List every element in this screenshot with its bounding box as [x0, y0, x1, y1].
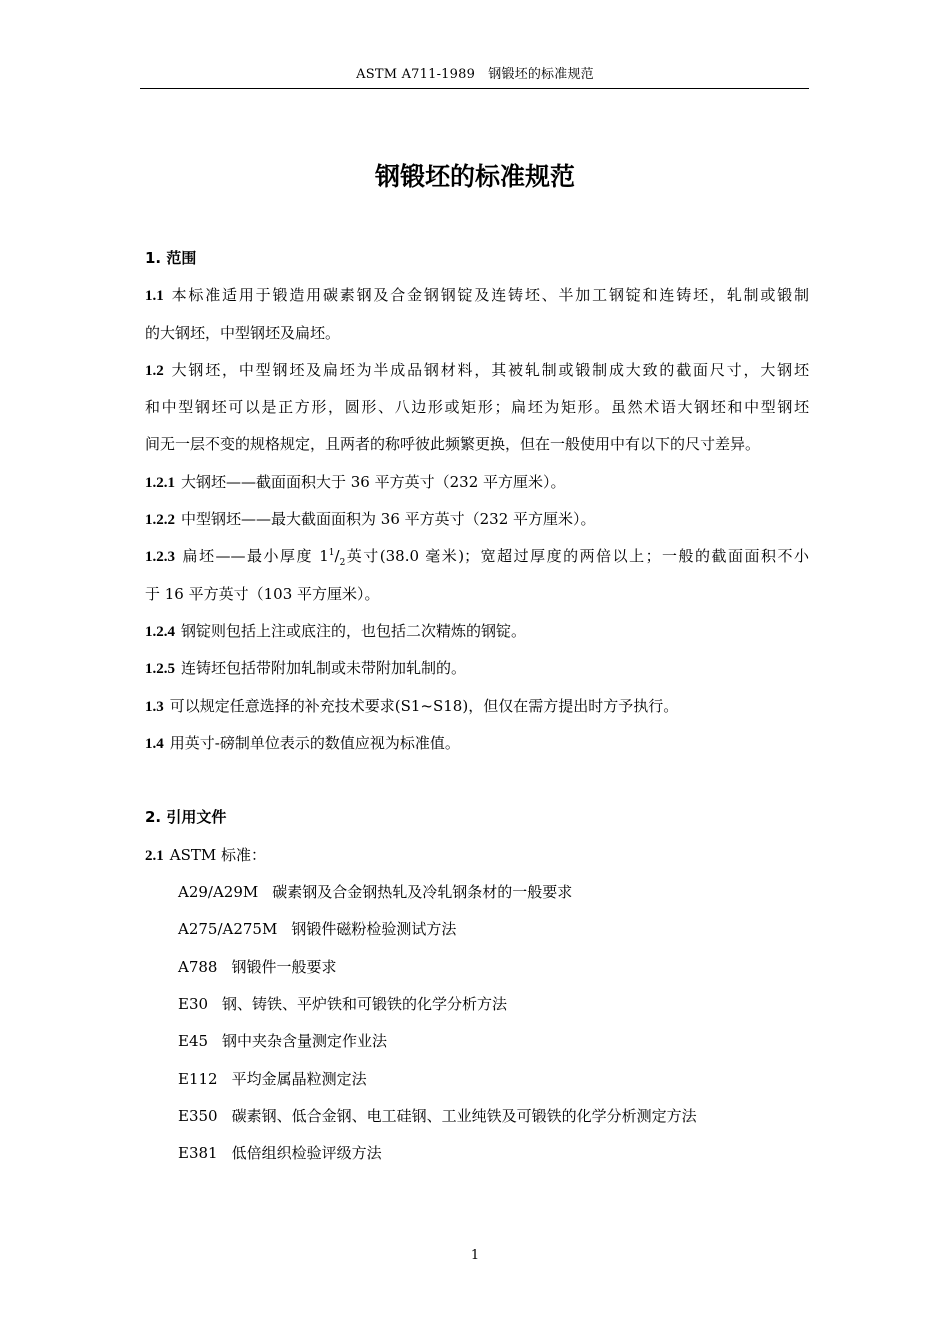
reference-title: 钢中夹杂含量测定作业法	[222, 1032, 388, 1051]
clause-text: 大钢坯——截面面积大于 36 平方英寸（232 平方厘米）。	[181, 472, 566, 491]
document-body	[145, 240, 809, 1172]
reference-code: A275/A275M	[178, 920, 278, 939]
clause-text: 连铸坯包括带附加轧制或未带附加轧制的。	[181, 659, 467, 678]
reference-item	[145, 1061, 809, 1098]
reference-title: 钢、铸铁、平炉铁和可锻铁的化学分析方法	[222, 994, 508, 1013]
clause-1-2-line-3: 间无一层不变的规格规定，且两者的称呼彼此频繁更换，但在一般使用中有以下的尺寸差异。	[145, 435, 761, 454]
clause-1-2-3-line-2: 于 16 平方英寸（103 平方厘米）。	[145, 584, 380, 603]
clause-1-2-line-1	[145, 352, 809, 389]
clause-number: 1.2	[145, 362, 164, 379]
clause-text: 钢锭则包括上注或底注的，也包括二次精炼的钢锭。	[181, 621, 527, 640]
clause-number: 1.2.1	[145, 474, 175, 491]
reference-item	[145, 874, 809, 911]
reference-code: E30	[178, 994, 209, 1013]
clause-1-4	[145, 725, 809, 762]
running-header: ASTM A711-1989 钢锻坯的标准规范	[356, 67, 594, 82]
clause-number: 1.1	[145, 288, 164, 305]
reference-title: 低倍组织检验评级方法	[231, 1144, 382, 1163]
fraction-denominator: 2	[339, 558, 346, 569]
reference-code: E350	[178, 1106, 218, 1125]
reference-code: A29/A29M	[178, 883, 259, 902]
clause-number: 1.3	[145, 698, 164, 715]
header-rule	[140, 88, 809, 89]
reference-title: 平均金属晶粒测定法	[231, 1069, 367, 1088]
section-spacer	[145, 762, 809, 799]
reference-item	[145, 1098, 809, 1135]
clause-number: 1.4	[145, 735, 164, 752]
clause-1-2-line-2: 和中型钢坯可以是正方形，圆形、八边形或矩形；扁坯为矩形。虽然术语大钢坯和中型钢坯	[145, 398, 809, 417]
reference-item	[145, 1023, 809, 1060]
clause-text: 本标准适用于锻造用碳素钢及合金钢钢锭及连铸坯、半加工钢锭和连铸坯，轧制或锻制	[169, 286, 809, 305]
clause-1-2-5	[145, 650, 809, 687]
clause-text: 用英寸-磅制单位表示的数值应视为标准值。	[169, 733, 460, 752]
clause-2-1	[145, 837, 809, 874]
reference-item	[145, 949, 809, 986]
clause-1-3	[145, 688, 809, 725]
section-2-heading: 2. 引用文件	[145, 808, 227, 827]
clause-1-2-4	[145, 613, 809, 650]
reference-code: A788	[178, 957, 218, 976]
clause-number: 1.2.5	[145, 661, 175, 678]
clause-text: 扁坯——最小厚度 1	[181, 547, 329, 566]
reference-title: 钢锻件一般要求	[231, 957, 337, 976]
reference-code: E381	[178, 1144, 218, 1163]
reference-title: 碳素钢及合金钢热轧及冷轧钢条材的一般要求	[272, 883, 573, 902]
document-title: 钢锻坯的标准规范	[374, 162, 575, 191]
page-number: 1	[470, 1248, 480, 1263]
clause-text: 大钢坯，中型钢坯及扁坯为半成品钢材料，其被轧制或锻制成大致的截面尺寸，大钢坯	[169, 360, 809, 379]
clause-text: 中型钢坯——最大截面面积为 36 平方英寸（232 平方厘米）。	[181, 510, 596, 529]
reference-title: 碳素钢、低合金钢、电工硅钢、工业纯铁及可锻铁的化学分析测定方法	[231, 1106, 697, 1125]
clause-1-1-line-1	[145, 277, 809, 314]
clause-text: ASTM 标准：	[169, 845, 266, 864]
clause-1-1-line-2: 的大钢坯，中型钢坯及扁坯。	[145, 323, 341, 342]
reference-code: E45	[178, 1032, 209, 1051]
reference-title: 钢锻件磁粉检验测试方法	[291, 920, 457, 939]
clause-1-2-3-line-1	[145, 538, 809, 575]
clause-number: 1.2.3	[145, 549, 175, 566]
reference-item	[145, 911, 809, 948]
clause-text-continued: 英寸(38.0 毫米)；宽超过厚度的两倍以上；一般的截面面积不小	[345, 547, 809, 566]
clause-1-2-2	[145, 501, 809, 538]
section-1-heading: 1. 范围	[145, 249, 197, 267]
clause-1-2-1	[145, 464, 809, 501]
reference-code: E112	[178, 1069, 218, 1088]
reference-item	[145, 986, 809, 1023]
clause-number: 1.2.4	[145, 623, 175, 640]
clause-number: 1.2.2	[145, 512, 175, 529]
reference-item	[145, 1135, 809, 1172]
clause-text: 可以规定任意选择的补充技术要求(S1~S18)，但仅在需方提出时方予执行。	[169, 696, 679, 715]
clause-number: 2.1	[145, 847, 164, 864]
fraction-slash: /	[334, 547, 340, 566]
fraction-numerator: 1	[328, 548, 335, 559]
